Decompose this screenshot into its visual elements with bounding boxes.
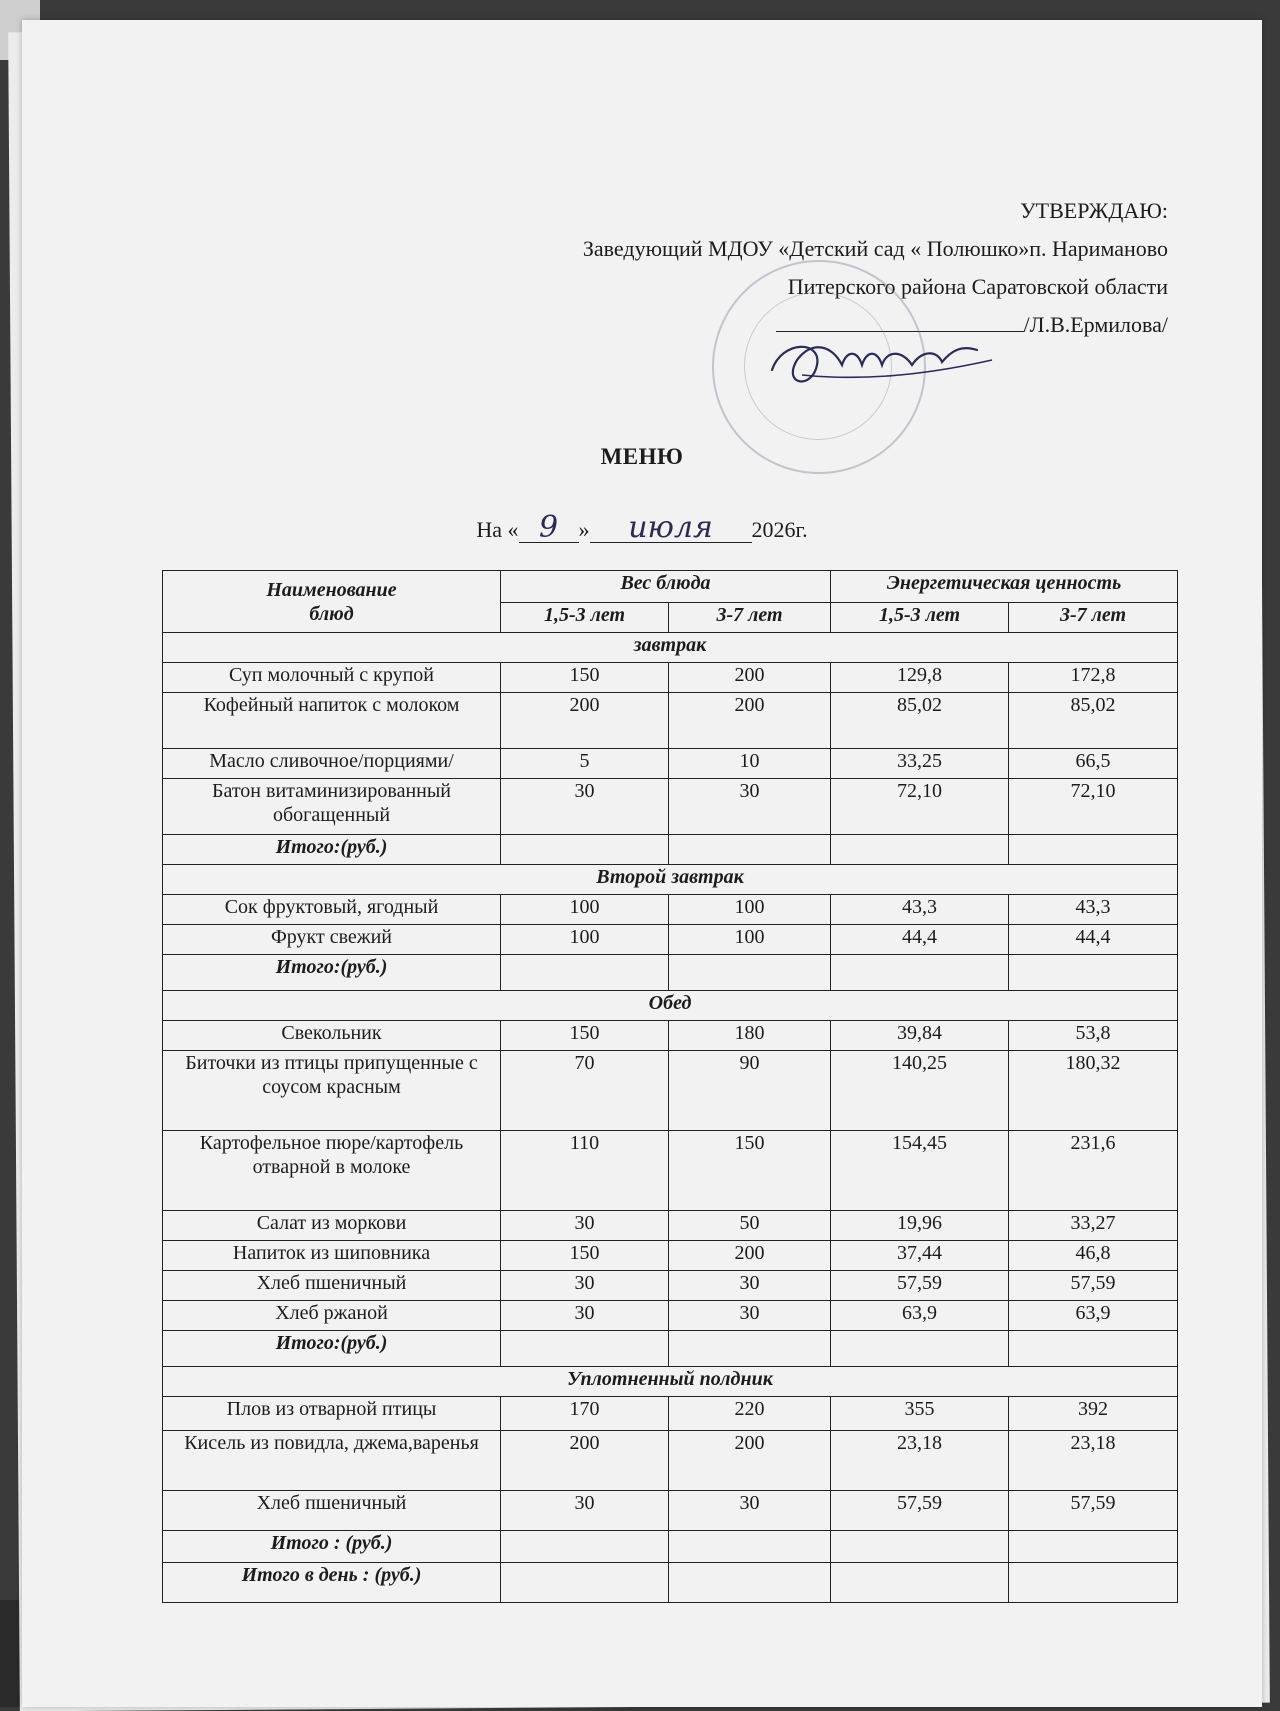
day-total-cell (831, 1563, 1009, 1603)
energy-old: 172,8 (1009, 663, 1178, 693)
weight-young: 30 (501, 1301, 669, 1331)
section-row (163, 1367, 1178, 1397)
energy-young: 43,3 (831, 895, 1009, 925)
section-title: завтрак (163, 633, 1178, 663)
weight-old: 100 (669, 925, 831, 955)
weight-old: 30 (669, 779, 831, 835)
energy-young: 129,8 (831, 663, 1009, 693)
document-page (22, 20, 1262, 1707)
total-label: Итого:(руб.) (163, 955, 501, 991)
table-row (163, 693, 1178, 749)
header-energy-old: 3-7 лет (1009, 603, 1178, 633)
energy-old: 85,02 (1009, 693, 1178, 749)
energy-young: 23,18 (831, 1431, 1009, 1491)
header-energy: Энергетическая ценность (831, 571, 1178, 603)
total-cell (1009, 835, 1178, 865)
total-row (163, 1531, 1178, 1563)
energy-young: 57,59 (831, 1271, 1009, 1301)
energy-old: 57,59 (1009, 1271, 1178, 1301)
weight-young: 100 (501, 895, 669, 925)
table-row (163, 1271, 1178, 1301)
energy-young: 57,59 (831, 1491, 1009, 1531)
approval-line-2: Питерского района Саратовской области (787, 274, 1168, 299)
weight-young: 150 (501, 1021, 669, 1051)
weight-young: 200 (501, 1431, 669, 1491)
total-cell (831, 1331, 1009, 1367)
energy-old: 44,4 (1009, 925, 1178, 955)
weight-old: 30 (669, 1271, 831, 1301)
energy-old: 23,18 (1009, 1431, 1178, 1491)
weight-young: 70 (501, 1051, 669, 1131)
weight-old: 50 (669, 1211, 831, 1241)
total-cell (669, 835, 831, 865)
menu-body (163, 633, 1178, 1603)
energy-old: 180,32 (1009, 1051, 1178, 1131)
energy-old: 392 (1009, 1397, 1178, 1431)
table-row (163, 1301, 1178, 1331)
weight-young: 30 (501, 779, 669, 835)
dish-name: Напиток из шиповника (163, 1241, 501, 1271)
handwritten-signature (762, 320, 1002, 410)
weight-old: 10 (669, 749, 831, 779)
header-weight: Вес блюда (501, 571, 831, 603)
date-line: На « 9 » июля 2026г. (476, 510, 808, 545)
energy-young: 154,45 (831, 1131, 1009, 1211)
total-row (163, 835, 1178, 865)
total-cell (831, 835, 1009, 865)
section-title: Второй завтрак (163, 865, 1178, 895)
energy-old: 33,27 (1009, 1211, 1178, 1241)
total-label: Итого:(руб.) (163, 1331, 501, 1367)
total-cell (501, 1331, 669, 1367)
energy-young: 72,10 (831, 779, 1009, 835)
energy-young: 19,96 (831, 1211, 1009, 1241)
table-row (163, 663, 1178, 693)
weight-old: 200 (669, 693, 831, 749)
total-cell (669, 1531, 831, 1563)
total-cell (501, 835, 669, 865)
weight-old: 200 (669, 663, 831, 693)
date-year: 2026г. (751, 517, 808, 542)
table-row (163, 1131, 1178, 1211)
dish-name: Картофельное пюре/картофель отварной в молоке (163, 1131, 501, 1211)
weight-young: 5 (501, 749, 669, 779)
weight-old: 150 (669, 1131, 831, 1211)
energy-young: 140,25 (831, 1051, 1009, 1131)
weight-young: 150 (501, 1241, 669, 1271)
table-row (163, 1431, 1178, 1491)
total-cell (669, 955, 831, 991)
energy-old: 46,8 (1009, 1241, 1178, 1271)
table-row (163, 1051, 1178, 1131)
table-row (163, 1021, 1178, 1051)
date-month: июля (590, 514, 752, 543)
table-row (163, 1491, 1178, 1531)
total-label: Итого:(руб.) (163, 835, 501, 865)
total-cell (831, 955, 1009, 991)
dish-name: Кисель из повидла, джема,варенья (163, 1431, 501, 1491)
weight-young: 30 (501, 1271, 669, 1301)
header-weight-young: 1,5-3 лет (501, 603, 669, 633)
weight-young: 200 (501, 693, 669, 749)
weight-old: 220 (669, 1397, 831, 1431)
total-cell (501, 955, 669, 991)
dish-name: Хлеб пшеничный (163, 1491, 501, 1531)
energy-young: 63,9 (831, 1301, 1009, 1331)
approval-label: УТВЕРЖДАЮ: (1020, 198, 1168, 223)
energy-old: 72,10 (1009, 779, 1178, 835)
total-label: Итого : (руб.) (163, 1531, 501, 1563)
table-row (163, 1397, 1178, 1431)
energy-young: 37,44 (831, 1241, 1009, 1271)
weight-old: 90 (669, 1051, 831, 1131)
weight-young: 150 (501, 663, 669, 693)
day-total-row (163, 1563, 1178, 1603)
table-row (163, 779, 1178, 835)
table-row (163, 925, 1178, 955)
weight-young: 100 (501, 925, 669, 955)
dish-name: Хлеб пшеничный (163, 1271, 501, 1301)
table-row (163, 749, 1178, 779)
signatory-name: /Л.В.Ермилова/ (1023, 312, 1168, 337)
weight-young: 110 (501, 1131, 669, 1211)
total-cell (1009, 1531, 1178, 1563)
document-title: МЕНЮ (600, 444, 684, 469)
approval-line-1: Заведующий МДОУ «Детский сад « Полюшко»п. Нариманово (582, 236, 1168, 261)
section-title: Обед (163, 991, 1178, 1021)
dish-name: Биточки из птицы припущенные с соусом красным (163, 1051, 501, 1131)
table-row (163, 1211, 1178, 1241)
weight-young: 30 (501, 1491, 669, 1531)
dish-name: Сок фруктовый, ягодный (163, 895, 501, 925)
weight-young: 170 (501, 1397, 669, 1431)
total-row (163, 955, 1178, 991)
total-row (163, 1331, 1178, 1367)
weight-old: 180 (669, 1021, 831, 1051)
total-cell (669, 1331, 831, 1367)
dish-name: Фрукт свежий (163, 925, 501, 955)
energy-old: 57,59 (1009, 1491, 1178, 1531)
energy-old: 53,8 (1009, 1021, 1178, 1051)
header-energy-young: 1,5-3 лет (831, 603, 1009, 633)
total-cell (501, 1531, 669, 1563)
weight-old: 200 (669, 1431, 831, 1491)
energy-old: 63,9 (1009, 1301, 1178, 1331)
dish-name: Плов из отварной птицы (163, 1397, 501, 1431)
energy-young: 355 (831, 1397, 1009, 1431)
section-row (163, 633, 1178, 663)
dish-name: Батон витаминизированный обогащенный (163, 779, 501, 835)
dish-name: Хлеб ржаной (163, 1301, 501, 1331)
dish-name: Масло сливочное/порциями/ (163, 749, 501, 779)
energy-young: 44,4 (831, 925, 1009, 955)
section-title: Уплотненный полдник (163, 1367, 1178, 1397)
energy-young: 33,25 (831, 749, 1009, 779)
header-dish-name: Наименование блюд (163, 571, 501, 633)
table-row (163, 895, 1178, 925)
day-total-cell (1009, 1563, 1178, 1603)
dish-name: Салат из моркови (163, 1211, 501, 1241)
dish-name: Суп молочный с крупой (163, 663, 501, 693)
date-day: 9 (519, 514, 579, 543)
dish-name: Кофейный напиток с молоком (163, 693, 501, 749)
weight-old: 30 (669, 1491, 831, 1531)
day-total-cell (669, 1563, 831, 1603)
total-cell (1009, 955, 1178, 991)
energy-young: 85,02 (831, 693, 1009, 749)
section-row (163, 865, 1178, 895)
menu-table (162, 570, 1178, 1603)
dish-name: Свекольник (163, 1021, 501, 1051)
header-weight-old: 3-7 лет (669, 603, 831, 633)
energy-old: 66,5 (1009, 749, 1178, 779)
weight-old: 100 (669, 895, 831, 925)
day-total-label: Итого в день : (руб.) (163, 1563, 501, 1603)
total-cell (831, 1531, 1009, 1563)
section-row (163, 991, 1178, 1021)
total-cell (1009, 1331, 1178, 1367)
table-row (163, 1241, 1178, 1271)
weight-young: 30 (501, 1211, 669, 1241)
weight-old: 30 (669, 1301, 831, 1331)
energy-young: 39,84 (831, 1021, 1009, 1051)
day-total-cell (501, 1563, 669, 1603)
energy-old: 231,6 (1009, 1131, 1178, 1211)
energy-old: 43,3 (1009, 895, 1178, 925)
weight-old: 200 (669, 1241, 831, 1271)
